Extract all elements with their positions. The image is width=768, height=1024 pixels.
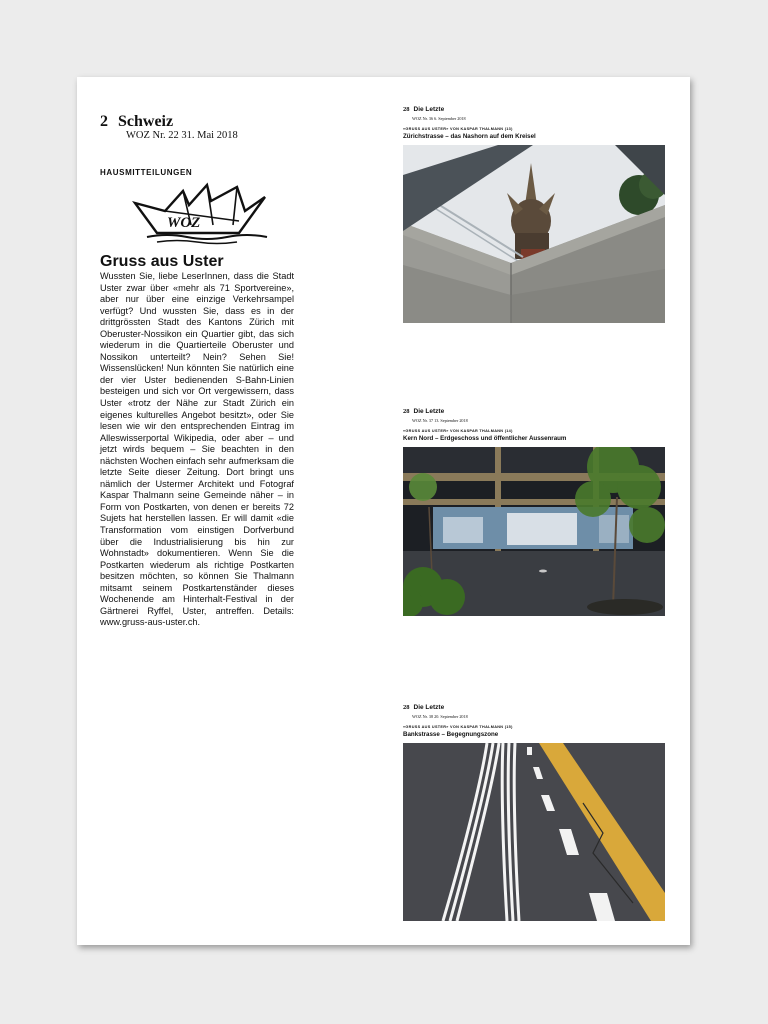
clipping-3 (403, 704, 665, 921)
article-title: Gruss aus Uster (100, 253, 224, 270)
kicker-label: HAUSMITTEILUNGEN (100, 168, 193, 177)
clipping-2 (403, 408, 665, 616)
clipping-meta: WOZ Nr. 36 6. September 2018 (412, 116, 466, 121)
logo-text: WOZ (167, 215, 201, 231)
clipping-kicker: «GRUSS AUS USTER» VON KASPAR THALMANN (14) (403, 429, 513, 433)
clipping-kicker: «GRUSS AUS USTER» VON KASPAR THALMANN (13) (403, 127, 513, 131)
photo-kern-nord (403, 447, 665, 616)
page-number: 2 (100, 113, 108, 130)
article-body: Wussten Sie, liebe LeserInnen, dass die Stadt Uster zwar über «mehr als 71 Sportvereine», aber nur über eine einzige Verkehrsampel verfügt? Und wussten Sie, dass es in der drittgrössten Stadt des Kantons Zürich mit Oberuster-Nossikon ein Quartier gibt, das sich wiederum in die Quartierteile Oberuster und Nossikon unterteilt? Nein? Sehen Sie! Wissenslücken! Nun könnten Sie natürlich eine der vier Uster bedienenden S-Bahn-Linien besteigen und sich vor Ort vergewissern, dass Uster «trotz der Nähe zur Stadt Zürich ein eigenes kulturelles Angebot besitzt», oder Sie lesen wie wir den entsprechenden Eintrag im Alleswisserportal Wikipedia, oder aber – und jetzt wirds bequem – Sie beachten in den nächsten Wochen einfach sehr aufmerksam die letzte Seite dieser Zeitung. Dort bringt uns nämlich der Ustermer Architekt und Fotograf Kaspar Thalmann seine Gemeinde näher – in Form von Postkarten, von denen er bereits 72 Sujets hat herstellen lassen. Er will damit «die Transformation vom einstigen Dorfverbund über die Industrialisierung bis hin zur Wohnstadt» dokumentieren. Wenn Sie die Postkarten wiederum als richtige Postkarten besitzen möchten, so können Sie Thalmann mitsamt seinem Postkartenständer dieses Wochenende am Hinterhalt-Festival in der Gärtnerei Ryffel, Uster, antreffen. Details: www.gruss-aus-uster.ch. (100, 271, 294, 628)
paper-boat-logo (127, 181, 272, 247)
newspaper-page (77, 77, 690, 945)
clipping-meta: WOZ Nr. 37 13. September 2018 (412, 418, 468, 423)
photo-rhino-sculpture (403, 145, 665, 323)
clipping-section: Die Letzte (413, 106, 445, 113)
clipping-caption: Kern Nord – Erdgeschoss und öffentlicher Aussenraum (403, 435, 567, 442)
clipping-page-number: 28 (403, 408, 410, 415)
clipping-kicker: «GRUSS AUS USTER» VON KASPAR THALMANN (15) (403, 725, 513, 729)
clipping-caption: Bankstrasse – Begegnungszone (403, 731, 499, 738)
clipping-page-number: 28 (403, 704, 410, 711)
issue-meta: WOZ Nr. 22 31. Mai 2018 (126, 130, 238, 141)
section-title: Schweiz (118, 113, 174, 130)
clipping-section: Die Letzte (413, 408, 445, 415)
clipping-page-number: 28 (403, 106, 410, 113)
clipping-1 (403, 106, 665, 323)
clipping-caption: Zürichstrasse – das Nashorn auf dem Kreisel (403, 133, 536, 140)
clipping-section: Die Letzte (413, 704, 445, 711)
photo-road-markings (403, 743, 665, 921)
clipping-meta: WOZ Nr. 38 20. September 2018 (412, 714, 468, 719)
